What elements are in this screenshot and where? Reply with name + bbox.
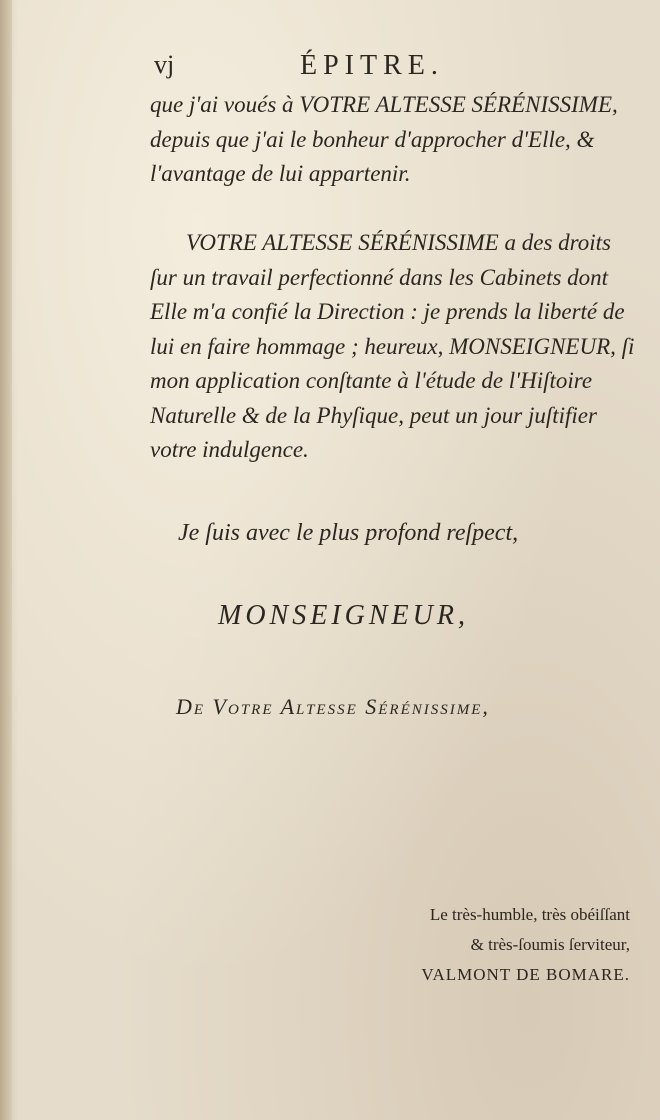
page-number: vj <box>154 50 175 79</box>
signature-name: VALMONT DE BOMARE. <box>421 965 630 984</box>
closing-address: MONSEIGNEUR, <box>218 600 469 631</box>
closing-address-2: De Votre Altesse Sérénissime, <box>176 694 490 719</box>
signature-line-2: & très-ſoumis ſerviteur, <box>470 935 630 954</box>
signature-line-1: Le très-humble, très obéiſſant <box>429 905 630 924</box>
bleed-through-shadow <box>140 770 620 910</box>
closing-respect: Je ſuis avec le plus profond reſpect, <box>178 520 519 546</box>
running-head: ÉPITRE. <box>300 50 444 81</box>
body-paragraph-2: VOTRE ALTESSE SÉRÉNISSIME a des droits ſur un travail perfectionné dans les Cabinets dont Elle m'a confié la Direction : je prends la liberté de lui en faire hommage ; heureux, MONSEIGNEUR, ſi mon application conſtante à l'étude de l'Hiſtoire Naturelle & de la Phyſique, peut un jour juſtifier votre indulgence. <box>150 230 635 462</box>
signature-block <box>360 900 630 990</box>
body-paragraph-1: que j'ai voués à VOTRE ALTESSE SÉRÉNISSIME, depuis que j'ai le bonheur d'approcher d'Elle, & l'avantage de lui appartenir. <box>150 92 618 186</box>
page-header <box>150 50 630 90</box>
page-gutter-edge <box>0 0 12 1120</box>
